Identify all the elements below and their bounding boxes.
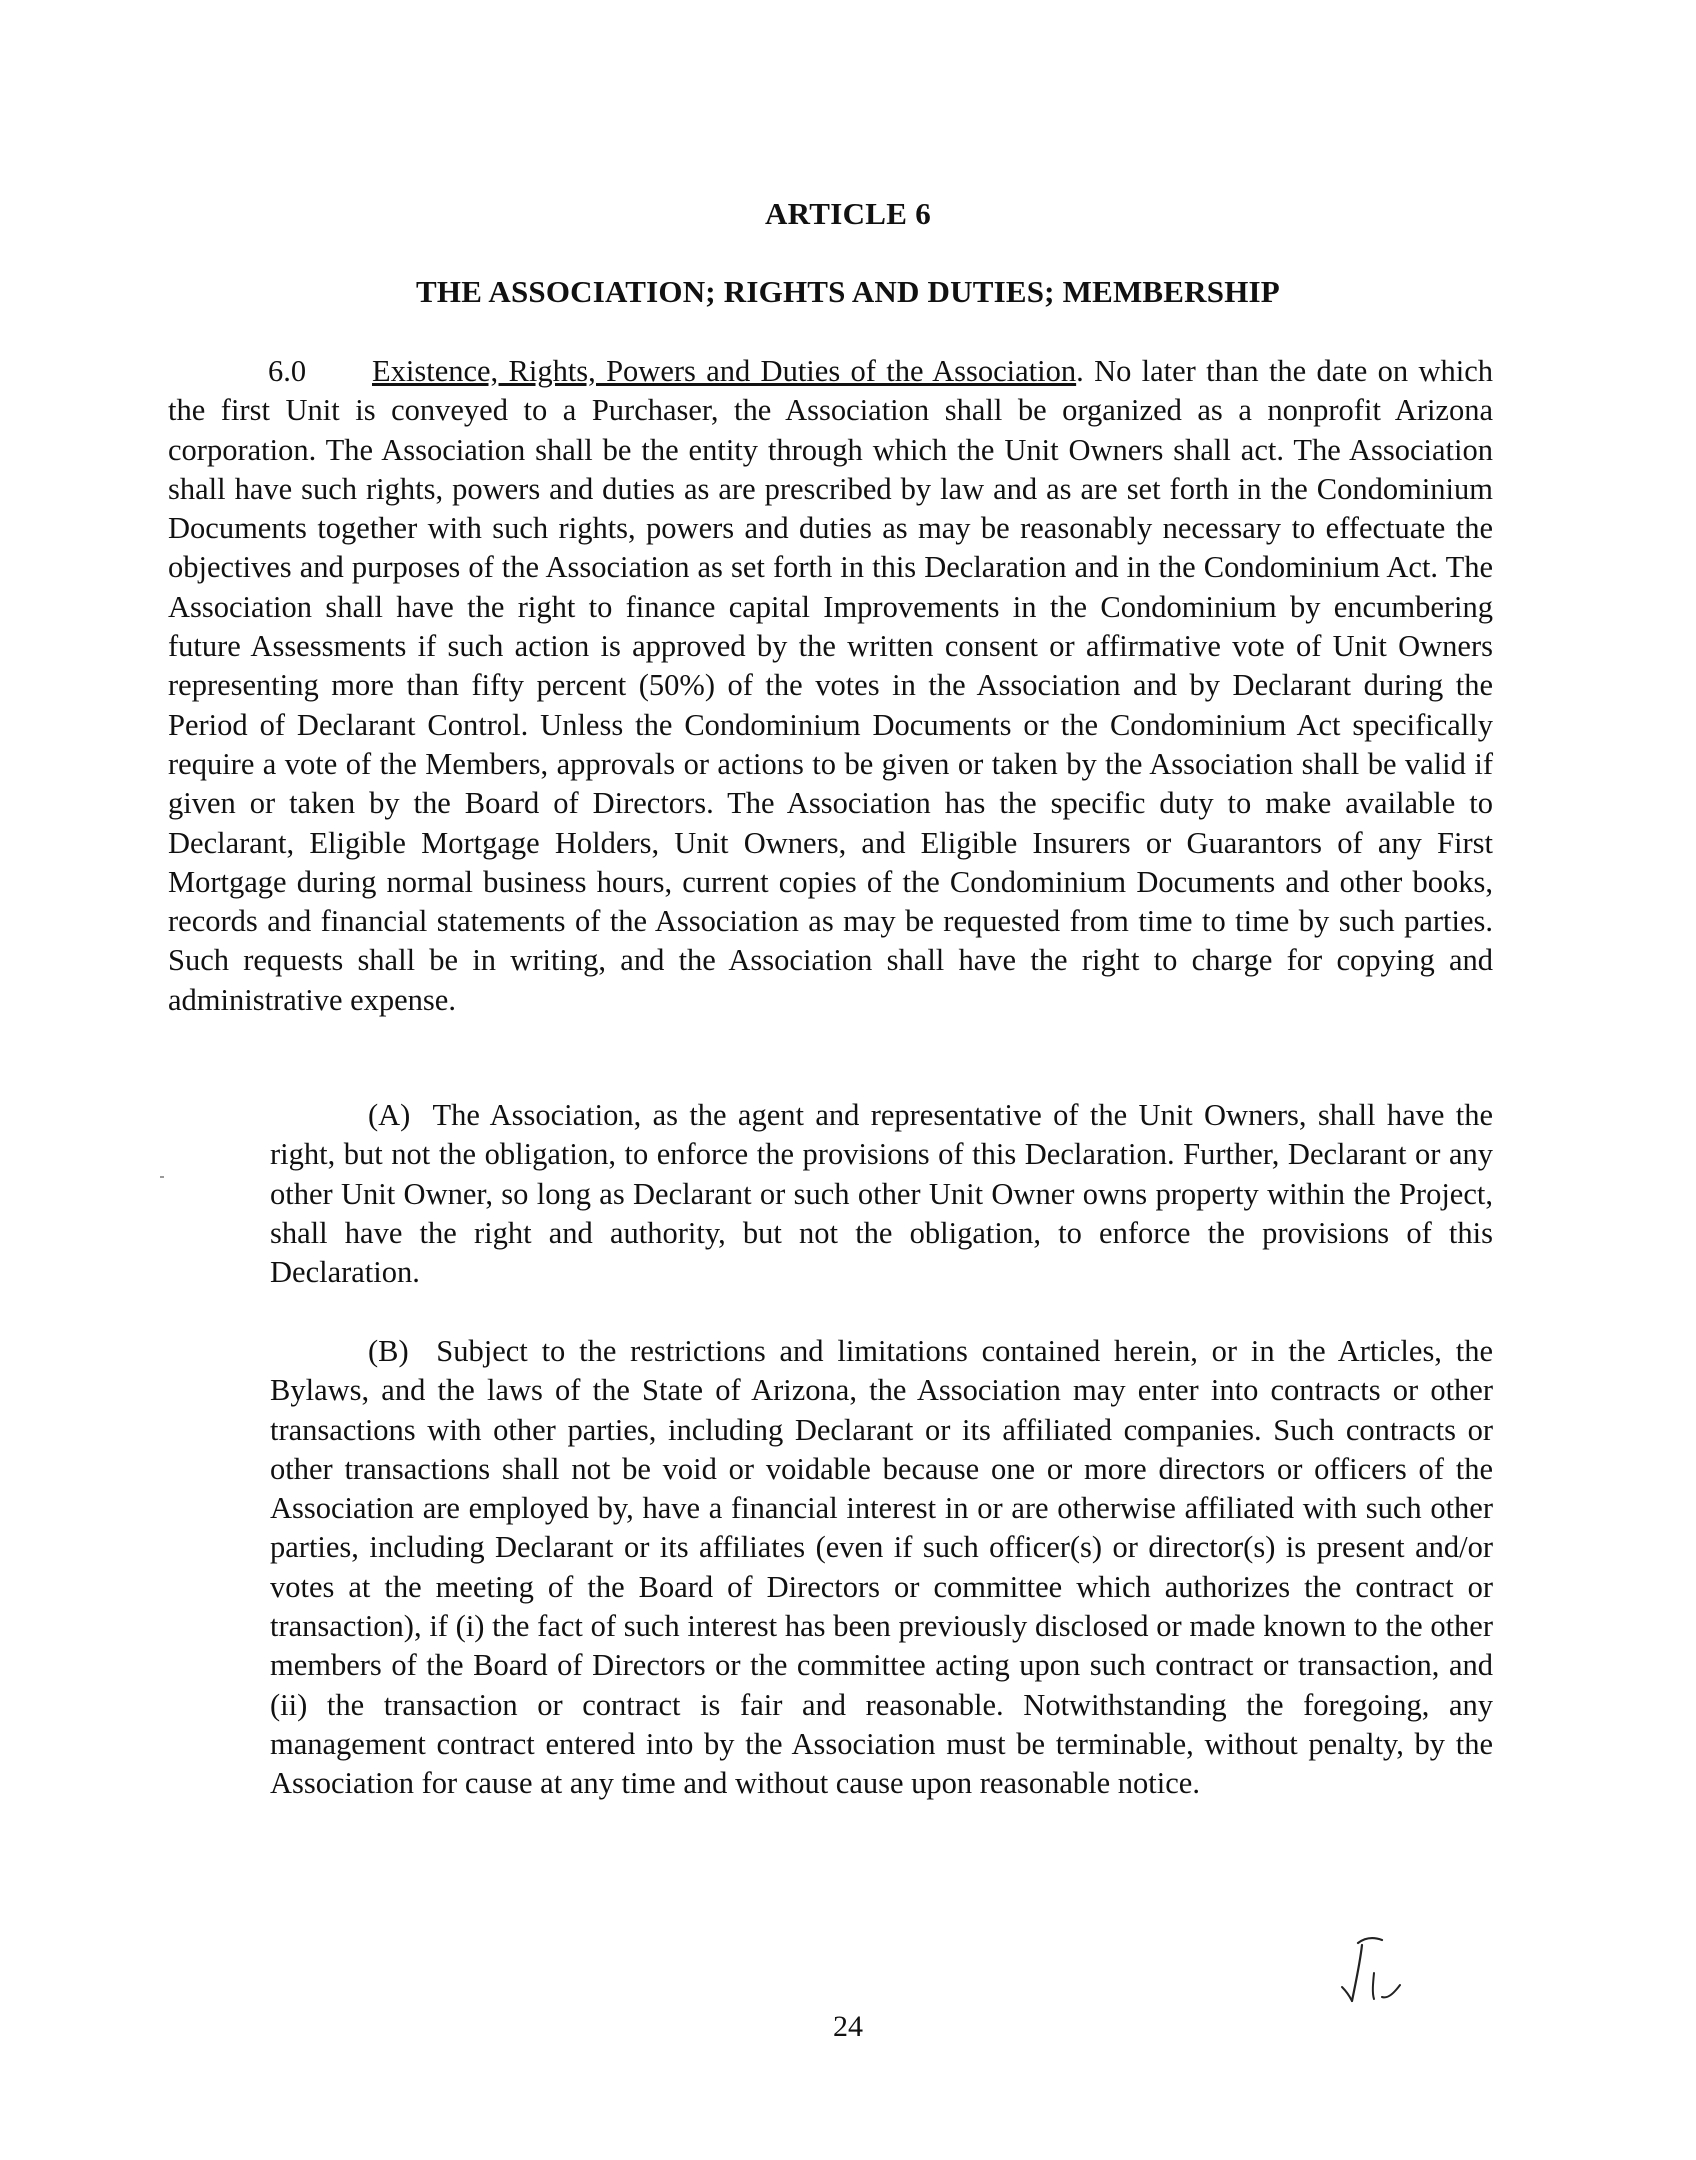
subsection-a-text: The Association, as the agent and representative of the Unit Owners, shall have the right, but not the obligation, to enforce the provisions of this Declaration. Further, Declarant or any other Unit Owner, so long as Declarant or such other Unit Owner owns property within the Project, shall have the right and authority, but not the obligation, to enforce the provisions of this Declaration. xyxy=(270,1098,1493,1290)
subsection-b-label: (B) xyxy=(368,1334,409,1368)
article-heading: ARTICLE 6 xyxy=(764,196,932,231)
subsection-b-paragraph xyxy=(270,1332,1493,1804)
subsection-b-text: Subject to the restrictions and limitations contained herein, or in the Articles, the Bylaws, and the laws of the State of Arizona, the Association may enter into contracts or other transactions with other parties, including Declarant or its affiliated companies. Such contracts or other transactions shall not be void or voidable because one or more directors or officers of the Association are employed by, have a financial interest in or are otherwise affiliated with such other parties, including Declarant or its affiliates (even if such officer(s) or director(s) is present and/or votes at the meeting of the Board of Directors or committee which authorizes the contract or transaction), if (i) the fact of such interest has been previously disclosed or made known to the other members of the Board of Directors or the committee acting upon such contract or transaction, and (ii) the transaction or contract is fair and reasonable. Notwithstanding the foregoing, any management contract entered into by the Association must be terminable, without penalty, by the Association for cause at any time and without cause upon reasonable notice. xyxy=(270,1334,1494,1801)
subsection-a-label: (A) xyxy=(368,1098,411,1132)
section-heading: Existence, Rights, Powers and Duties of the Association xyxy=(372,354,1077,388)
handwritten-initials xyxy=(1322,1935,1412,2010)
page-number: 24 xyxy=(833,2010,863,2043)
scan-artifact xyxy=(160,1176,164,1178)
article-title: THE ASSOCIATION; RIGHTS AND DUTIES; MEMBERSHIP xyxy=(416,274,1280,309)
section-body: No later than the date on which the first Unit is conveyed to a Purchaser, the Association shall be organized as a nonprofit Arizona corporation. The Association shall be the entity through which the Unit Owners shall act. The Association shall have such rights, powers and duties as are prescribed by law and as are set forth in the Condominium Documents together with such rights, powers and duties as may be reasonably necessary to effectuate the objectives and purposes of the Association as set forth in this Declaration and in the Condominium Act. The Association shall have the right to finance capital Improvements in the Condominium by encumbering future Assessments if such action is approved by the written consent or affirmative vote of Unit Owners representing more than fifty percent (50%) of the votes in the Association and by Declarant during the Period of Declarant Control. Unless the Condominium Documents or the Condominium Act specifically require a vote of the Members, approvals or actions to be given or taken by the Association shall be valid if given or taken by the Board of Directors. The Association has the specific duty to make available to Declarant, Eligible Mortgage Holders, Unit Owners, and Eligible Insurers or Guarantors of any First Mortgage during normal business hours, current copies of the Condominium Documents and other books, records and financial statements of the Association as may be requested from time to time by such parties. Such requests shall be in writing, and the Association shall have the right to charge for copying and administrative expense. xyxy=(168,354,1493,1017)
section-number: 6.0 xyxy=(268,354,307,388)
section-6-0-paragraph: 6.0 Existence, Rights, Powers and Duties of the Association. No later than the date on which the first Unit is conveyed to a Purchaser, the Association shall be organized as a nonprofit Arizona corporation. The Association shall be the entity through which the Unit Owners shall act. The Association shall have such rights, powers and duties as are prescribed by law and as are set forth in the Condominium Documents together with such rights, powers and duties as may be reasonably necessary to effectuate the objectives and purposes of the Association as set forth in this Declaration and in the Condominium Act. The Association shall have the right to finance capital Improvements in the Condominium by encumbering future Assessments if such action is approved by the written consent or affirmative vote of Unit Owners representing more than fifty percent (50%) of the votes in the Association and by Declarant during the Period of Declarant Control. Unless the Condominium Documents or the Condominium Act specifically require a vote of the Members, approvals or actions to be given or taken by the Association shall be valid if given or taken by the Board of Directors. The Association has the specific duty to make available to Declarant, Eligible Mortgage Holders, Unit Owners, and Eligible Insurers or Guarantors of any First Mortgage during normal business hours, current copies of the Condominium Documents and other books, records and financial statements of the Association as may be requested from time to time by such parties. Such requests shall be in writing, and the Association shall have the right to charge for copying and administrative expense. xyxy=(168,354,1493,1017)
subsection-a-paragraph xyxy=(270,1096,1493,1292)
